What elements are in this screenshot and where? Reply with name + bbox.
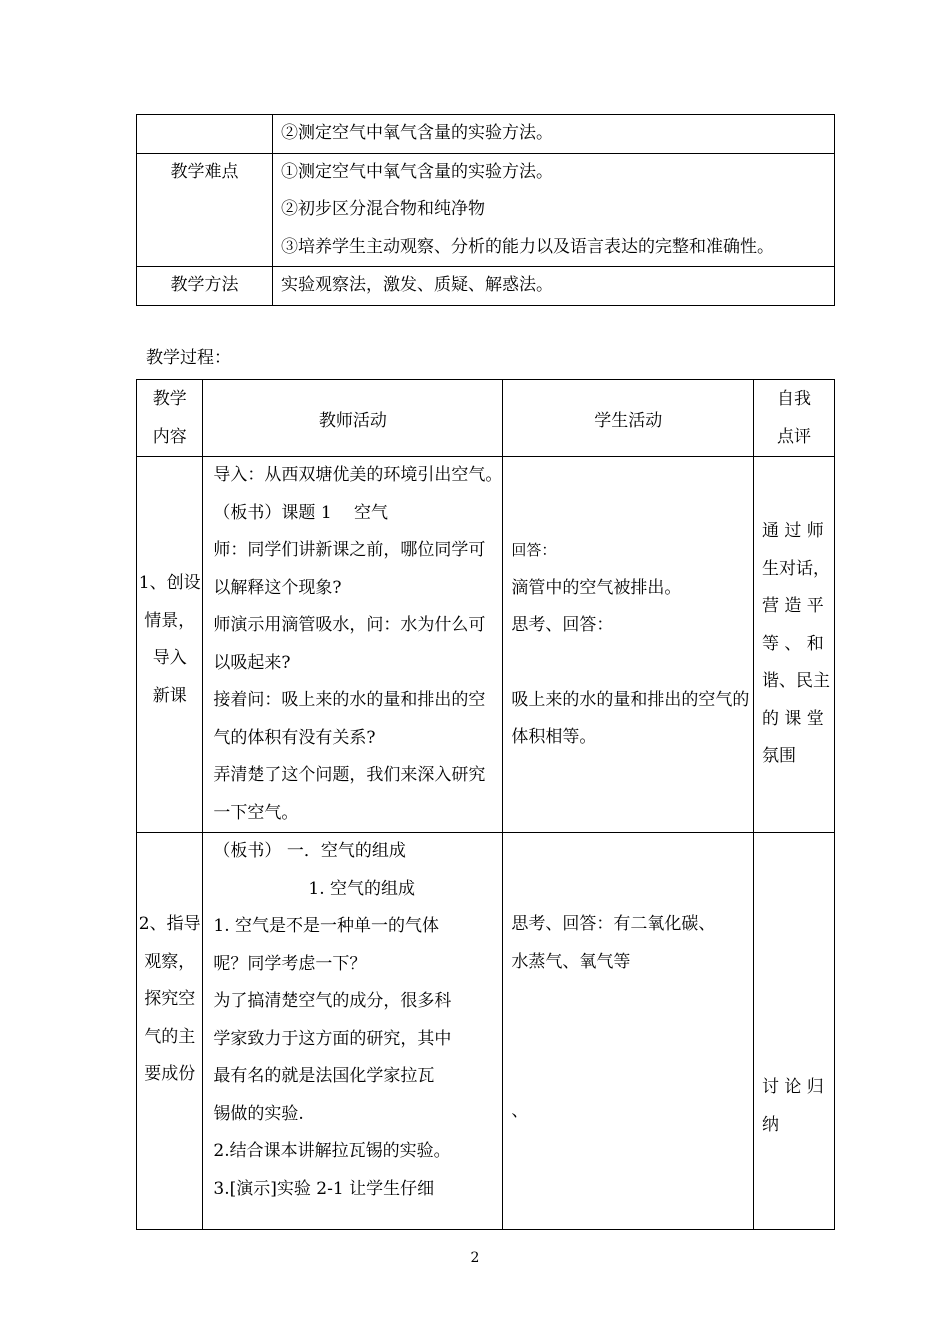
row-content xyxy=(273,115,835,154)
content-line: 实验观察法，激发、质疑、解惑法。 xyxy=(281,275,553,295)
cell-line: 气的体积有没有关系? xyxy=(213,727,376,748)
cell-line: 滴管中的空气被排出。 xyxy=(511,577,682,598)
cell-line: 的 课 堂 xyxy=(761,708,824,729)
header-text: 内容 xyxy=(152,427,187,447)
cell-line: 弄清楚了这个问题，我们来深入研究 xyxy=(213,765,486,785)
cell-line: 营 造 平 xyxy=(761,596,824,616)
cell-line: 通 过 师 xyxy=(761,521,824,541)
table-row xyxy=(137,267,835,306)
cell-line: 吸上来的水的量和排出的空气的 xyxy=(511,689,750,710)
row-content xyxy=(273,153,835,267)
cell-line: 锡做的实验. xyxy=(213,1103,304,1124)
cell-line: 师演示用滴管吸水，问：水为什么可 xyxy=(213,615,486,635)
header-text: 点评 xyxy=(776,427,811,447)
content-line: ①测定空气中氧气含量的实验方法。 xyxy=(281,161,553,182)
cell-line: 观察， xyxy=(144,951,196,972)
cell-line: 生对话， xyxy=(761,558,830,579)
row-review-cell xyxy=(753,833,834,1230)
cell-line: 等 、 和 xyxy=(761,633,824,654)
row-label xyxy=(137,153,273,267)
cell-line: 回答： xyxy=(511,541,557,559)
cell-line: 导入 xyxy=(152,648,187,668)
row-content xyxy=(273,267,835,306)
section-title: 教学过程： xyxy=(146,348,231,368)
row-content-cell xyxy=(137,457,203,833)
cell-line: 以吸起来? xyxy=(213,652,291,673)
row-student-cell xyxy=(503,457,754,833)
header-review xyxy=(753,380,834,457)
table-header-row xyxy=(137,380,835,457)
cell-line: 探究空 xyxy=(144,989,196,1009)
cell-line: 情景， xyxy=(144,610,196,631)
cell-line: 氛围 xyxy=(761,746,796,766)
row-label-text xyxy=(137,115,272,153)
row-content-cell xyxy=(137,833,203,1230)
row-teacher-cell xyxy=(203,457,503,833)
cell-line: 体积相等。 xyxy=(511,727,597,747)
cell-line: （板书）课题 1 空气 xyxy=(213,502,389,523)
row-label xyxy=(137,115,273,154)
cell-line: 接着问：吸上来的水的量和排出的空 xyxy=(213,690,486,710)
cell-line: 水蒸气、氧气等 xyxy=(511,951,631,972)
header-content xyxy=(137,380,203,457)
cell-line: 气的主 xyxy=(144,1026,196,1047)
cell-line: 思考、回答：有二氧化碳、 xyxy=(511,914,716,934)
cell-line: 最有名的就是法国化学家拉瓦 xyxy=(213,1066,435,1086)
table-row xyxy=(137,153,835,267)
header-text: 学生活动 xyxy=(594,410,663,431)
row-label-text: 教学方法 xyxy=(170,275,239,295)
header-teacher xyxy=(203,380,503,457)
header-text: 自我 xyxy=(776,389,811,409)
content-line: ②测定空气中氧气含量的实验方法。 xyxy=(281,123,553,143)
row-label-text: 教学难点 xyxy=(170,161,239,182)
cell-line: 3.[演示]实验 2-1 让学生仔细 xyxy=(213,1178,435,1199)
cell-line: 讨 论 归 xyxy=(761,1077,824,1097)
header-student xyxy=(503,380,754,457)
row-label xyxy=(137,267,273,306)
header-text: 教学 xyxy=(152,389,187,409)
row-student-cell xyxy=(503,833,754,1230)
cell-line: 一下空气。 xyxy=(213,802,299,823)
row-review-cell xyxy=(753,457,834,833)
cell-line: 要成份 xyxy=(144,1064,196,1084)
cell-line: 1. 空气的组成 xyxy=(308,878,416,899)
table-row xyxy=(137,833,835,1230)
content-line: ②初步区分混合物和纯净物 xyxy=(281,199,485,219)
header-text: 教师活动 xyxy=(318,410,387,431)
cell-line: （板书） 一．空气的组成 xyxy=(213,841,406,861)
table-row xyxy=(137,457,835,833)
cell-line: 2、指导 xyxy=(138,914,201,934)
cell-line: 思考、回答： xyxy=(511,615,614,635)
cell-line: 纳 xyxy=(761,1114,779,1135)
cell-line: 学家致力于这方面的研究，其中 xyxy=(213,1028,452,1049)
page-number: 2 xyxy=(470,1250,480,1266)
cell-line: 1、创设 xyxy=(138,573,201,593)
process-table xyxy=(136,379,835,1230)
cell-line: 2.结合课本讲解拉瓦锡的实验。 xyxy=(213,1141,451,1161)
cell-line: 、 xyxy=(511,1101,529,1121)
row-teacher-cell xyxy=(203,833,503,1230)
table-row xyxy=(137,115,835,154)
cell-line: 1. 空气是不是一种单一的气体 xyxy=(213,916,440,936)
cell-line: 导入：从西双塘优美的环境引出空气。 xyxy=(213,465,503,485)
cell-line: 以解释这个现象? xyxy=(213,577,342,598)
cell-line: 新课 xyxy=(152,685,187,706)
cell-line: 呢？同学考虑一下？ xyxy=(213,953,367,974)
cell-line: 师：同学们讲新课之前，哪位同学可 xyxy=(213,540,486,560)
objectives-table xyxy=(136,114,835,306)
content-line: ③培养学生主动观察、分析的能力以及语言表达的完整和准确性。 xyxy=(281,236,774,257)
cell-line: 谐、民主 xyxy=(761,671,830,691)
cell-line: 为了搞清楚空气的成分，很多科 xyxy=(213,991,452,1011)
